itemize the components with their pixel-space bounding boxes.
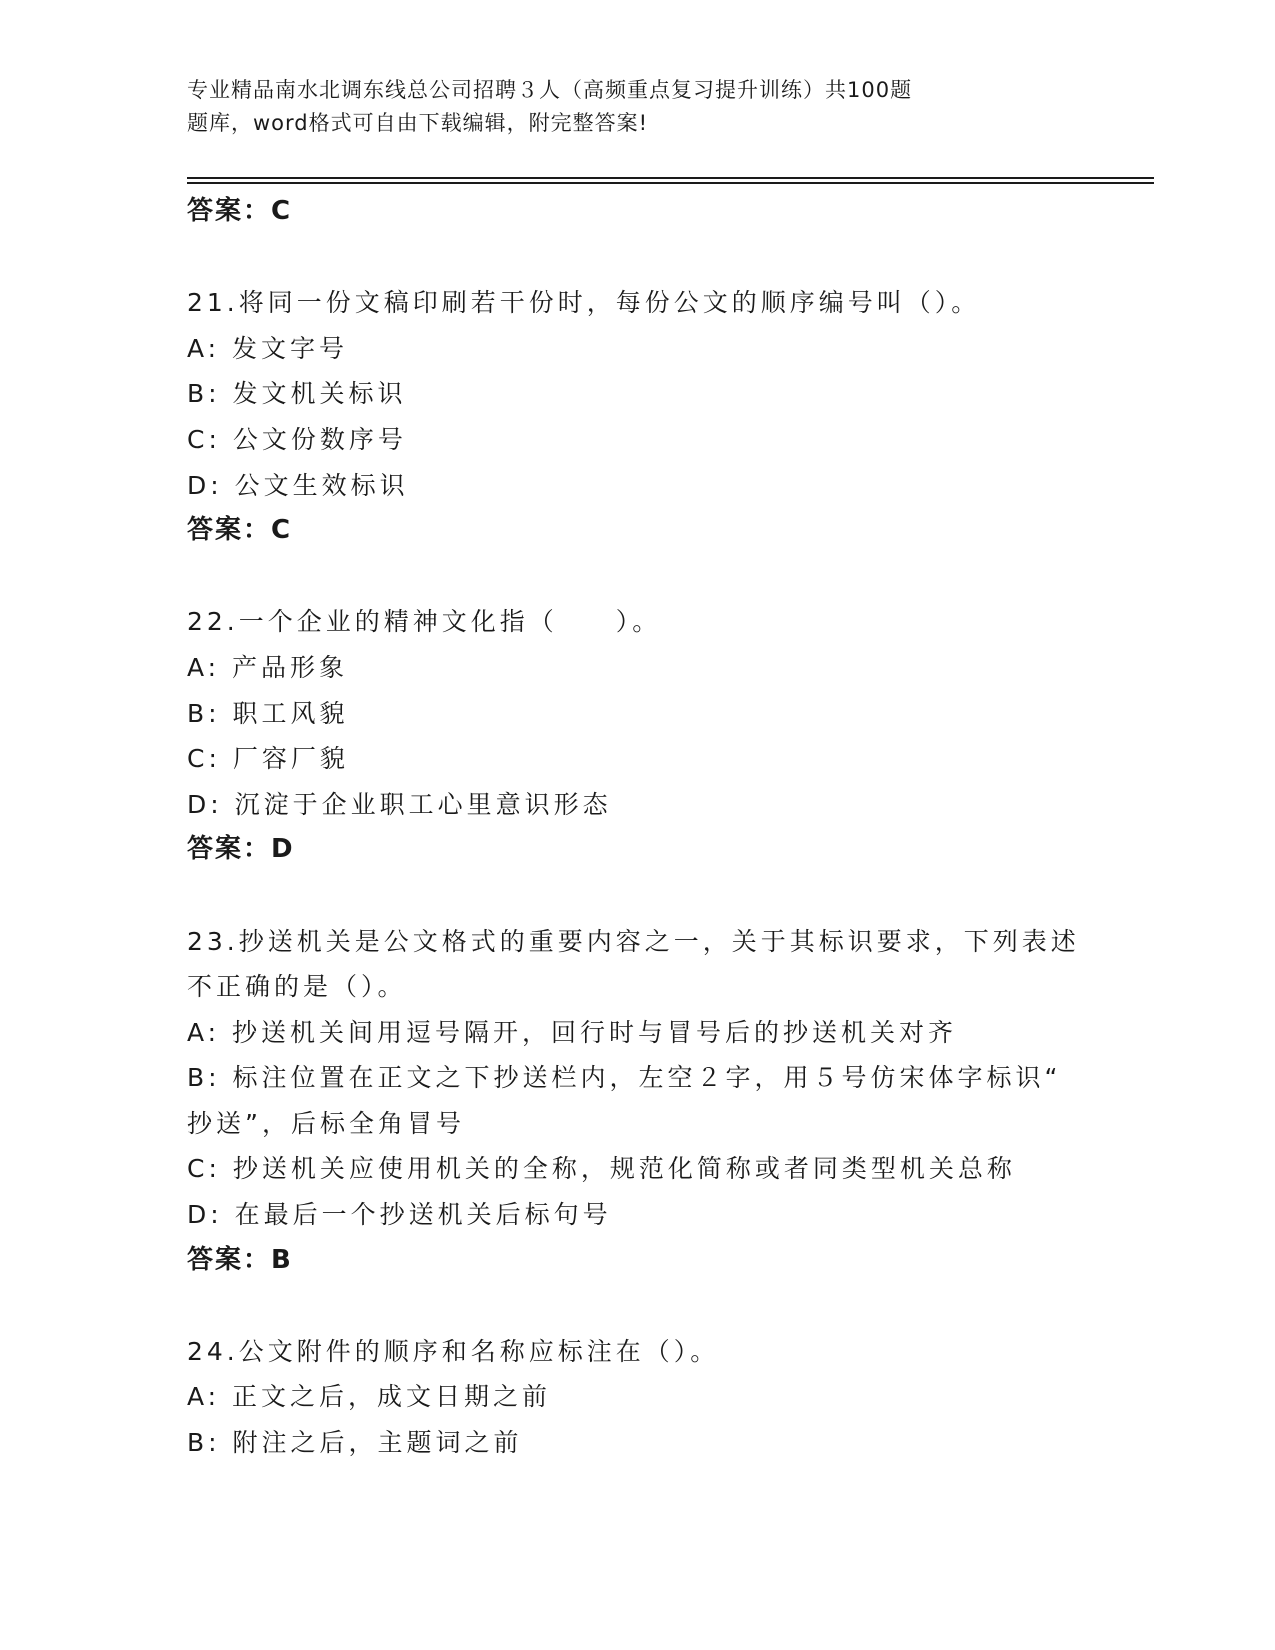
document-header — [187, 74, 1017, 140]
question-23 — [187, 919, 1087, 1284]
option-d: D: 在最后一个抄送机关后标句号 — [187, 1200, 612, 1230]
option-b: B: 附注之后，主题词之前 — [187, 1428, 523, 1458]
option-a: A: 正文之后，成文日期之前 — [187, 1382, 552, 1412]
question-21 — [187, 280, 1087, 554]
previous-answer: 答案：C — [187, 196, 293, 226]
option-b: B: 标注位置在正文之下抄送栏内，左空２字，用５号仿宋体字标识“ — [187, 1063, 1062, 1093]
option-b: B: 职工风貌 — [187, 698, 349, 728]
spacer — [187, 873, 1087, 919]
option-a: A: 抄送机关间用逗号隔开，回行时与冒号后的抄送机关对齐 — [187, 1017, 958, 1047]
header-rule-bottom — [187, 182, 1154, 184]
question-24 — [187, 1329, 1087, 1466]
question-22 — [187, 599, 1087, 873]
option-c: C: 公文份数序号 — [187, 424, 407, 454]
spacer — [187, 235, 1087, 281]
option-d: D: 沉淀于企业职工心里意识形态 — [187, 789, 612, 819]
option-c: C: 厂容厂貌 — [187, 744, 349, 774]
answer: 答案：D — [187, 834, 295, 865]
question-stem: 23.抄送机关是公文格式的重要内容之一，关于其标识要求，下列表述 — [187, 926, 1080, 956]
header-title-line-2: 题库，word格式可自由下载编辑，附完整答案! — [187, 111, 649, 135]
spacer — [187, 554, 1087, 600]
option-d: D: 公文生效标识 — [187, 470, 409, 500]
question-stem: 22.一个企业的精神文化指（ ）。 — [187, 607, 662, 637]
option-b: B: 发文机关标识 — [187, 379, 407, 409]
question-stem: 21.将同一份文稿印刷若干份时，每份公文的顺序编号叫（）。 — [187, 288, 981, 318]
answer: 答案：C — [187, 515, 293, 546]
question-stem: 24.公文附件的顺序和名称应标注在（）。 — [187, 1336, 720, 1366]
header-rule-top — [187, 177, 1154, 179]
header-title-line-1: 专业精品南水北调东线总公司招聘３人（高频重点复习提升训练）共100题 — [187, 78, 913, 102]
spacer — [187, 1283, 1087, 1329]
option-a: A: 发文字号 — [187, 333, 349, 363]
option-c: C: 抄送机关应使用机关的全称，规范化简称或者同类型机关总称 — [187, 1154, 1016, 1184]
option-b-continued: 抄送”，后标全角冒号 — [187, 1108, 465, 1138]
answer: 答案：B — [187, 1244, 293, 1275]
option-a: A: 产品形象 — [187, 652, 349, 682]
question-list — [187, 189, 1087, 1466]
question-stem-continued: 不正确的是（）。 — [187, 972, 407, 1002]
